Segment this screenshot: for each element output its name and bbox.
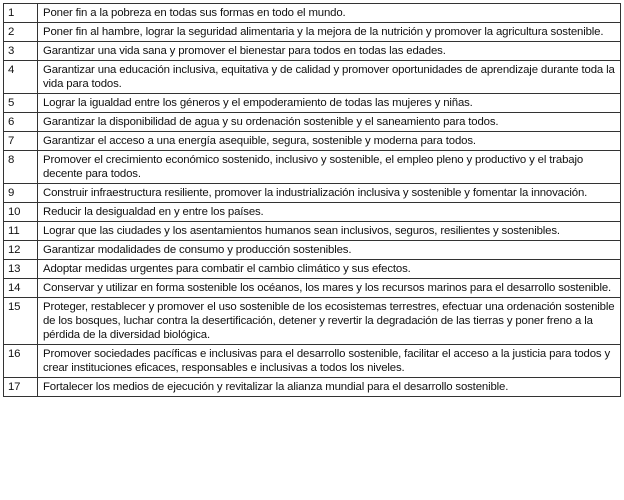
goal-row xyxy=(4,345,621,378)
goal-text: Adoptar medidas urgentes para combatir el cambio climático y sus efectos. xyxy=(38,260,621,279)
goal-number: 3 xyxy=(4,42,38,61)
goal-number: 10 xyxy=(4,203,38,222)
goal-number: 13 xyxy=(4,260,38,279)
goal-row xyxy=(4,113,621,132)
goal-text: Construir infraestructura resiliente, promover la industrialización inclusiva y sostenible y fomentar la innovación. xyxy=(38,184,621,203)
goal-row xyxy=(4,298,621,345)
goal-row xyxy=(4,23,621,42)
goal-text: Conservar y utilizar en forma sostenible los océanos, los mares y los recursos marinos para el desarrollo sostenible. xyxy=(38,279,621,298)
goal-text: Poner fin al hambre, lograr la seguridad alimentaria y la mejora de la nutrición y promover la agricultura sostenible. xyxy=(38,23,621,42)
goal-text: Garantizar modalidades de consumo y producción sostenibles. xyxy=(38,241,621,260)
goal-row xyxy=(4,279,621,298)
goal-number: 15 xyxy=(4,298,38,345)
goal-row xyxy=(4,378,621,397)
goal-row xyxy=(4,241,621,260)
goal-number: 6 xyxy=(4,113,38,132)
goal-number: 17 xyxy=(4,378,38,397)
goal-number: 2 xyxy=(4,23,38,42)
goal-row xyxy=(4,184,621,203)
goal-text: Proteger, restablecer y promover el uso sostenible de los ecosistemas terrestres, efectuar una ordenación sostenible de los bosques, luchar contra la desertificación, detener y revertir la degradación de las tierras y poner freno a la pérdida de la diversidad biológica. xyxy=(38,298,621,345)
goal-number: 12 xyxy=(4,241,38,260)
goal-row xyxy=(4,151,621,184)
goal-number: 9 xyxy=(4,184,38,203)
goal-row xyxy=(4,132,621,151)
goal-number: 16 xyxy=(4,345,38,378)
goal-row xyxy=(4,4,621,23)
goal-row xyxy=(4,260,621,279)
goal-text: Promover el crecimiento económico sostenido, inclusivo y sostenible, el empleo pleno y productivo y el trabajo decente para todos. xyxy=(38,151,621,184)
goal-text: Lograr que las ciudades y los asentamientos humanos sean inclusivos, seguros, resilientes y sostenibles. xyxy=(38,222,621,241)
goal-number: 8 xyxy=(4,151,38,184)
goal-number: 14 xyxy=(4,279,38,298)
goal-number: 1 xyxy=(4,4,38,23)
goal-number: 4 xyxy=(4,61,38,94)
goal-text: Garantizar una educación inclusiva, equitativa y de calidad y promover oportunidades de aprendizaje durante toda la vida para todos. xyxy=(38,61,621,94)
goal-row xyxy=(4,94,621,113)
goal-row xyxy=(4,222,621,241)
goal-text: Poner fin a la pobreza en todas sus formas en todo el mundo. xyxy=(38,4,621,23)
goal-text: Fortalecer los medios de ejecución y revitalizar la alianza mundial para el desarrollo sostenible. xyxy=(38,378,621,397)
goals-table xyxy=(3,3,621,397)
goal-text: Garantizar la disponibilidad de agua y su ordenación sostenible y el saneamiento para todos. xyxy=(38,113,621,132)
goal-text: Lograr la igualdad entre los géneros y el empoderamiento de todas las mujeres y niñas. xyxy=(38,94,621,113)
goal-number: 5 xyxy=(4,94,38,113)
goal-row xyxy=(4,203,621,222)
goal-text: Reducir la desigualdad en y entre los países. xyxy=(38,203,621,222)
goal-number: 7 xyxy=(4,132,38,151)
goal-number: 11 xyxy=(4,222,38,241)
goal-text: Garantizar el acceso a una energía asequible, segura, sostenible y moderna para todos. xyxy=(38,132,621,151)
goal-row xyxy=(4,61,621,94)
goal-text: Garantizar una vida sana y promover el bienestar para todos en todas las edades. xyxy=(38,42,621,61)
goal-row xyxy=(4,42,621,61)
goal-text: Promover sociedades pacíficas e inclusivas para el desarrollo sostenible, facilitar el acceso a la justicia para todos y crear instituciones eficaces, responsables e inclusivas a todos los niveles. xyxy=(38,345,621,378)
goals-table-body xyxy=(4,4,621,397)
